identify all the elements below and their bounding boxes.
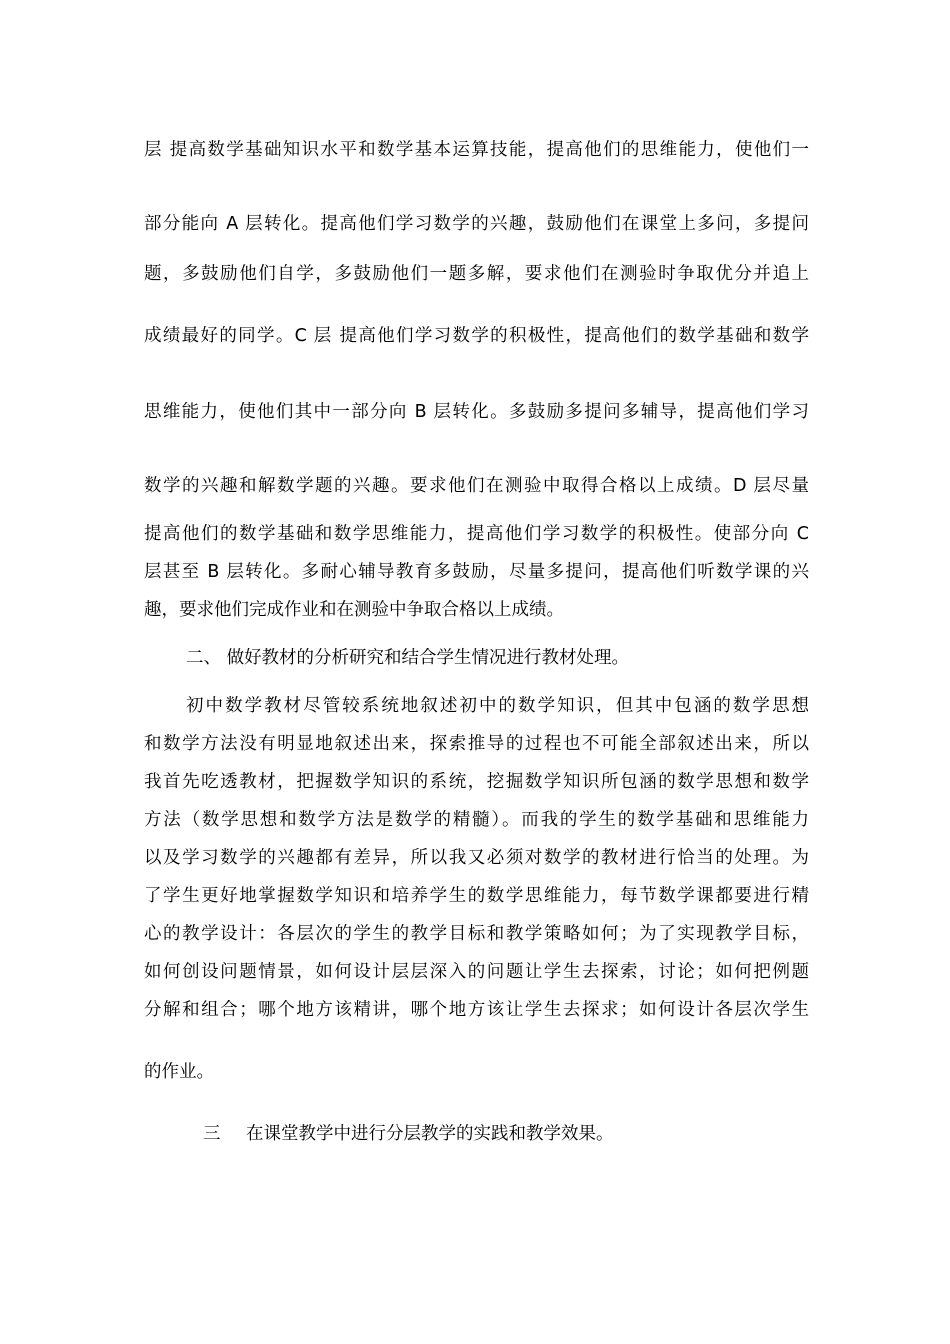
paragraph-line: 成绩最好的同学。C 层 提高他们学习数学的积极性，提高他们的数学基础和数学 [144, 326, 809, 346]
paragraph-line: 分解和组合；哪个地方该精讲，哪个地方该让学生去探求；如何设计各层次学生 [144, 1000, 809, 1020]
paragraph-line: 方法（数学思想和数学方法是数学的精髓）。而我的学生的数学基础和思维能力 [144, 810, 809, 830]
section-heading: 在课堂教学中进行分层教学的实践和教学效果。 [246, 1124, 614, 1144]
paragraph-line: 了学生更好地掌握数学知识和培养学生的数学思维能力，每节数学课都要进行精 [144, 886, 809, 906]
paragraph-line: 我首先吃透教材，把握数学知识的系统，挖掘数学知识所包涵的数学思想和数学 [144, 772, 809, 792]
paragraph-line: 数学的兴趣和解数学题的兴趣。要求他们在测验中取得合格以上成绩。D 层尽量 [144, 476, 809, 496]
section-heading: 二、 做好教材的分析研究和结合学生情况进行教材处理。 [186, 648, 630, 668]
paragraph-line: 和数学方法没有明显地叙述出来，探索推导的过程也不可能全部叙述出来，所以 [144, 734, 809, 754]
paragraph-line: 趣，要求他们完成作业和在测验中争取合格以上成绩。 [144, 600, 564, 620]
paragraph-line: 以及学习数学的兴趣都有差异，所以我又必须对数学的教材进行恰当的处理。为 [144, 848, 809, 868]
paragraph-line: 层甚至 B 层转化。多耐心辅导教育多鼓励，尽量多提问，提高他们听数学课的兴 [144, 562, 809, 582]
paragraph-line: 初中数学教材尽管较系统地叙述初中的数学知识，但其中包涵的数学思想 [186, 696, 809, 716]
paragraph-line: 思维能力，使他们其中一部分向 B 层转化。多鼓励多提问多辅导，提高他们学习 [144, 402, 809, 422]
paragraph-line: 题，多鼓励他们自学，多鼓励他们一题多解，要求他们在测验时争取优分并追上 [144, 264, 809, 284]
section-heading-number: 三 [203, 1124, 221, 1144]
paragraph-line: 层 提高数学基础知识水平和数学基本运算技能，提高他们的思维能力，使他们一 [144, 140, 809, 160]
paragraph-line: 心的教学设计：各层次的学生的教学目标和教学策略如何；为了实现教学目标， [144, 924, 809, 944]
paragraph-line: 如何创设问题情景，如何设计层层深入的问题让学生去探索，讨论；如何把例题 [144, 962, 809, 982]
paragraph-line: 部分能向 A 层转化。提高他们学习数学的兴趣，鼓励他们在课堂上多问，多提问 [144, 214, 809, 234]
paragraph-line: 提高他们的数学基础和数学思维能力，提高他们学习数学的积极性。使部分向 C [144, 524, 809, 544]
paragraph-line: 的作业。 [144, 1062, 214, 1082]
